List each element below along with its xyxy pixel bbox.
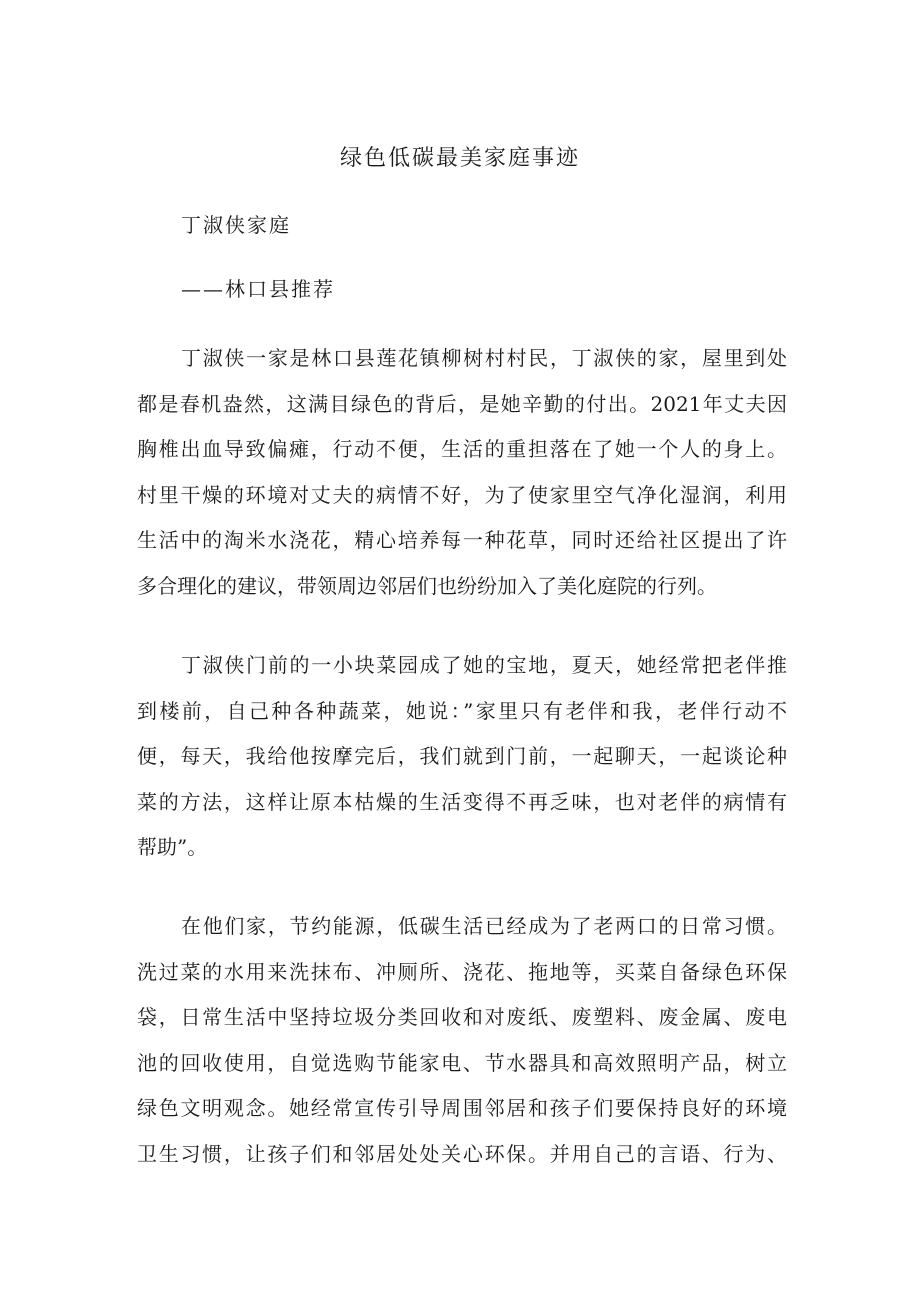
paragraph-line: 菜的方法，这样让原本枯燥的生活变得不再乏味，也对老伴的病情有 (137, 789, 787, 814)
paragraph-line: 卫生习惯，让孩子们和邻居处处关心环保。并用自己的言语、行为、 (137, 1141, 787, 1166)
paragraph-line: 到楼前，自己种各种蔬菜，她说：”家里只有老伴和我，老伴行动不 (137, 698, 787, 723)
paragraph-line: 胸椎出血导致偏瘫，行动不便，生活的重担落在了她一个人的身上。 (137, 437, 787, 461)
paragraph-line: 帮助”。 (137, 835, 208, 859)
paragraph-line: 袋，日常生活中坚持垃圾分类回收和对废纸、废塑料、废金属、废电 (137, 1005, 787, 1029)
author-line: 丁淑侠家庭 (181, 213, 291, 237)
paragraph-line: 都是春机盎然，这满目绿色的背后，是她辛勤的付出。2021年丈夫因 (137, 391, 787, 416)
paragraph-3 (137, 904, 787, 1177)
paragraph-2 (137, 643, 787, 871)
paragraph-line: 绿色文明观念。她经常宣传引导周围邻居和孩子们要保持良好的环境 (137, 1096, 787, 1120)
recommend-line: ——林口县推荐 (181, 277, 335, 301)
paragraph-line: 丁淑侠一家是林口县莲花镇柳树村村民，丁淑侠的家，屋里到处 (181, 346, 787, 370)
paragraph-line: 池的回收使用，自觉选购节能家电、节水器具和高效照明产品，树立 (137, 1050, 787, 1075)
paragraph-line: 便，每天，我给他按摩完后，我们就到门前，一起聊天，一起谈论种 (137, 744, 787, 768)
document-title: 绿色低碳最美家庭事迹 (339, 146, 580, 171)
paragraph-line: 多合理化的建议，带领周边邻居们也纷纷加入了美化庭院的行列。 (137, 573, 717, 598)
paragraph-line: 生活中的淘米水浇花，精心培养每一种花草，同时还给社区提出了许 (137, 528, 787, 552)
paragraph-line: 村里干燥的环境对丈夫的病情不好，为了使家里空气净化湿润，利用 (137, 482, 787, 507)
paragraph-line: 丁淑侠门前的一小块菜园成了她的宝地，夏天，她经常把老伴推 (181, 653, 787, 677)
paragraph-line: 在他们家，节约能源，低碳生活已经成为了老两口的日常习惯。 (181, 914, 787, 938)
paragraph-line: 洗过菜的水用来洗抹布、冲厕所、浇花、拖地等，买菜自备绿色环保 (137, 959, 787, 984)
paragraph-1 (137, 336, 787, 609)
